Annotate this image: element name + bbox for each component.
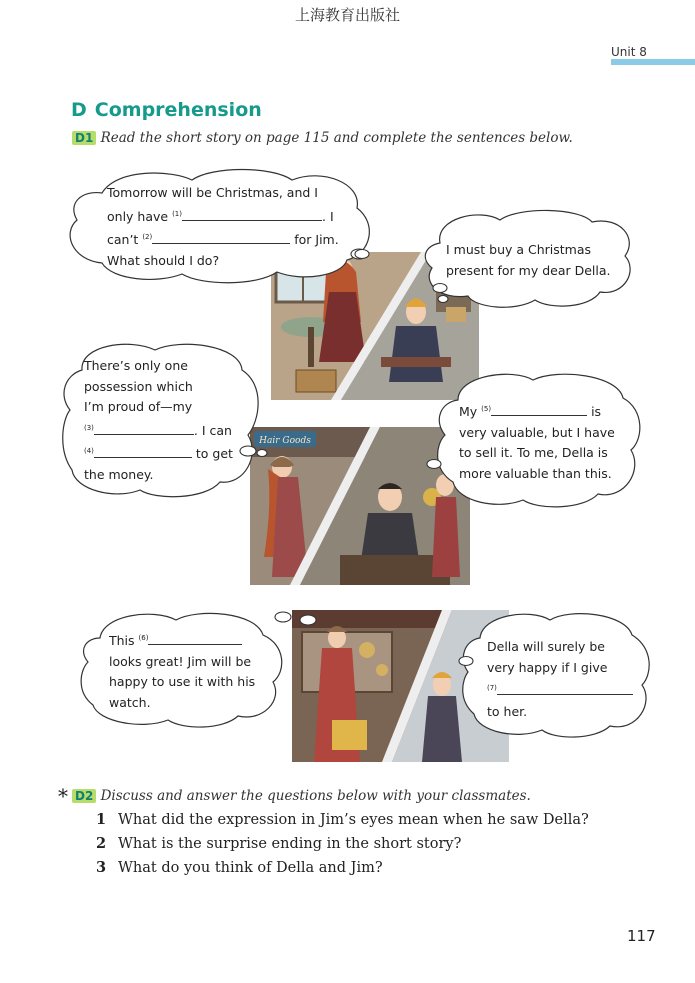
bubble-tail-3b [255, 448, 269, 458]
unit-label: Unit 8 [611, 45, 647, 59]
b3-line4b: . I can [193, 422, 232, 438]
publisher-header: 上海教育出版社 [294, 6, 400, 24]
d1-instruction-text: Read the short story on page 115 and complete the sentences below. [100, 130, 573, 146]
bubble-tail-2 [430, 282, 450, 294]
thought-bubble-jim-2 [433, 370, 643, 510]
b5-line1a: This [109, 633, 135, 649]
b4-line4: more valuable than this. [459, 465, 612, 481]
b4-line1a: My [459, 404, 478, 420]
b4-line3: to sell it. To me, Della is [459, 445, 608, 461]
d1-tag: D1 [72, 131, 96, 145]
bubble-tail-6 [456, 655, 476, 667]
blank-number-7: (7) [487, 684, 497, 692]
section-title [71, 99, 262, 121]
b3-line1: There’s only one [84, 358, 188, 373]
b3-line3: I’m proud of—my [84, 399, 193, 414]
page-number: 117 [627, 927, 656, 945]
thought-bubble-della-2 [60, 340, 260, 500]
answer-blank-2[interactable] [152, 231, 290, 244]
b1-line2b: . I [322, 208, 334, 224]
answer-blank-5[interactable] [491, 403, 587, 416]
bubble-tail-5 [272, 610, 294, 624]
question-number: 1 [96, 811, 107, 828]
bubble-tail-1 [352, 248, 374, 260]
d2-instruction [58, 784, 531, 808]
bubble-tail-2b [435, 294, 451, 304]
b6-line4: to her. [487, 703, 528, 719]
bubble-tail-5b [297, 613, 319, 627]
b5-line2: looks great! Jim will be [109, 653, 252, 669]
blank-number-4: (4) [84, 447, 94, 456]
answer-blank-6[interactable] [148, 632, 242, 645]
d2-instruction-text: Discuss and answer the questions below with your classmates. [100, 788, 531, 804]
answer-blank-1[interactable] [182, 208, 322, 221]
d1-instruction [72, 130, 573, 146]
thought-bubble-jim-3 [460, 610, 652, 738]
thought-bubble-jim-1 [420, 208, 636, 310]
section-title-text: Comprehension [94, 99, 262, 121]
b4-line2: very valuable, but I have [459, 424, 615, 440]
question-text: What do you think of Della and Jim? [118, 860, 383, 876]
challenge-star-icon: * [58, 784, 68, 808]
b3-line6: the money. [84, 466, 154, 482]
answer-blank-7[interactable] [497, 682, 633, 695]
question-item [96, 808, 589, 832]
answer-blank-3[interactable] [94, 422, 194, 435]
blank-number-6: (6) [138, 634, 149, 642]
b4-line1b: is [591, 404, 602, 420]
bubble-tail-4 [424, 458, 444, 470]
thought-bubble-della-3 [78, 610, 288, 728]
blank-number-1: (1) [172, 209, 182, 218]
b1-line4: What should I do? [107, 252, 220, 268]
b2-line1: I must buy a Christmas [446, 242, 592, 257]
section-letter: D [71, 99, 87, 121]
blank-number-3: (3) [84, 423, 94, 432]
answer-blank-4[interactable] [94, 445, 192, 458]
b3-line5b: to get [195, 446, 233, 462]
question-text: What is the surprise ending in the short story? [118, 836, 462, 852]
question-list [96, 808, 589, 880]
question-item [96, 832, 589, 856]
b3-line2: possession which [84, 378, 193, 394]
d2-tag: D2 [72, 789, 96, 803]
b1-line3a: can’t [107, 232, 139, 248]
b6-line2: very happy if I give [487, 659, 608, 675]
b1-line2a: only have [107, 208, 169, 224]
hair-goods-sign: Hair Goods [259, 436, 311, 446]
thought-bubble-della-1 [62, 168, 374, 286]
b5-line3: happy to use it with his [109, 674, 256, 690]
b1-line1: Tomorrow will be Christmas, and I [107, 185, 318, 200]
blank-number-5: (5) [481, 405, 492, 413]
b2-line2: present for my dear Della. [446, 262, 611, 278]
question-item [96, 856, 589, 880]
question-number: 2 [96, 835, 107, 852]
blank-number-2: (2) [142, 233, 153, 242]
b5-line4: watch. [109, 694, 151, 710]
unit-bar [611, 59, 695, 65]
question-number: 3 [96, 859, 107, 876]
b6-line1: Della will surely be [487, 639, 605, 654]
question-text: What did the expression in Jim’s eyes mean when he saw Della? [118, 812, 589, 828]
b1-line3b: for Jim. [294, 232, 339, 248]
